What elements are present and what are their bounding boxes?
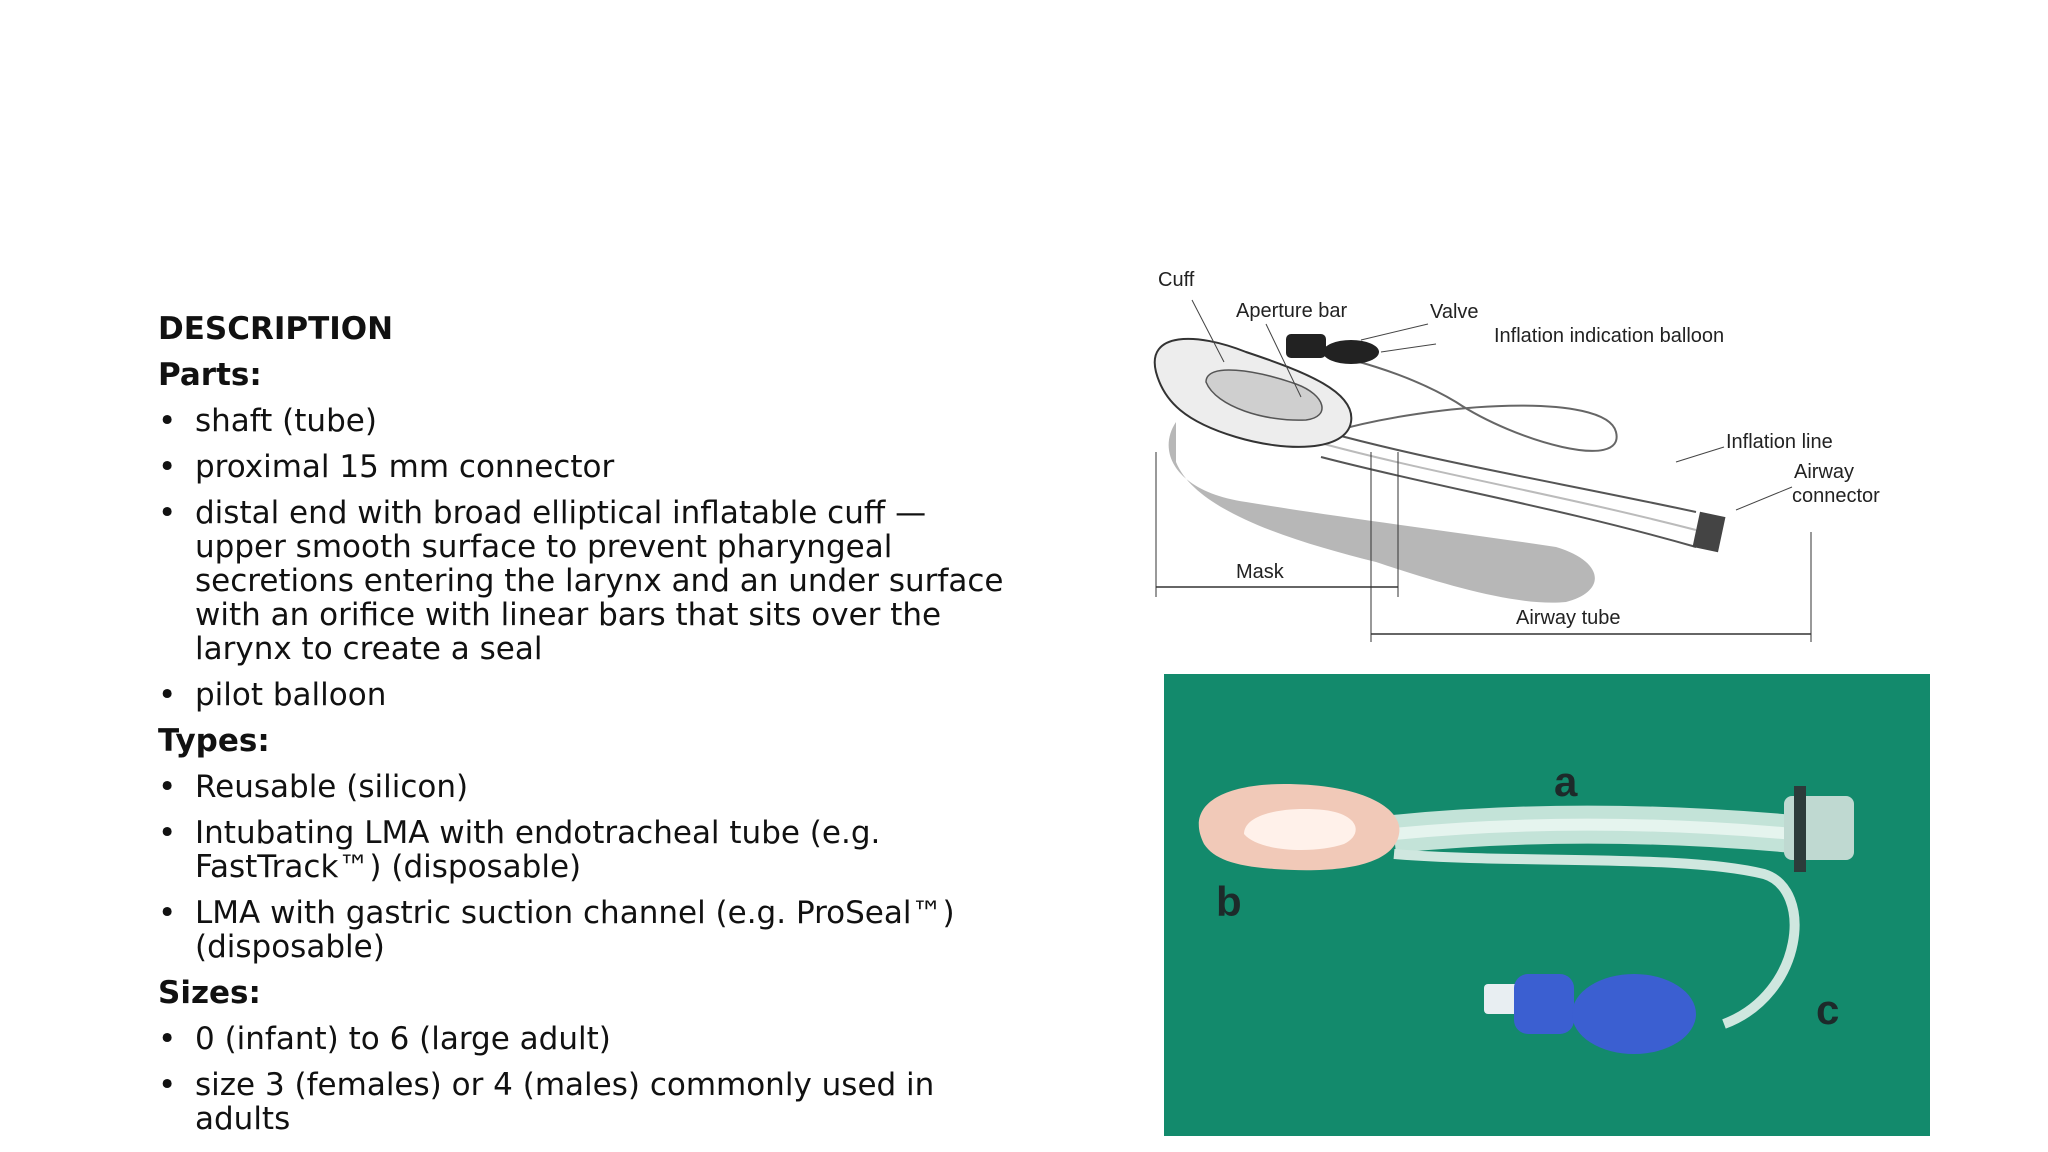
list-item [158,816,1018,884]
bullet-icon: • [158,495,177,531]
label-valve: Valve [1430,301,1479,323]
list-item-text: proximal 15 mm connector [195,449,615,485]
inflation-balloon-shape [1323,340,1379,364]
inflation-line-leader-line [1676,447,1724,462]
airway-tube-stripe [1324,444,1696,530]
photo-background [1164,674,1930,1136]
parts-list [158,404,1018,712]
valve-shape [1286,334,1326,358]
list-item-text: distal end with broad elliptical inflatable cuff — upper smooth surface to prevent pharyngeal secretions entering the larynx and an under surface with an orifice with linear bars that sits over the larynx to create a seal [195,495,1004,667]
lma-photo [1164,674,1930,1136]
label-inflation-line: Inflation line [1726,431,1833,453]
sizes-list [158,1022,1018,1136]
description-text [158,312,1018,1148]
valve-leader-line [1361,324,1428,340]
list-item-text: pilot balloon [195,677,387,713]
connector-leader-line [1736,487,1792,510]
photo-label-b: b [1216,878,1242,925]
bullet-icon: • [158,403,177,439]
list-item-text: 0 (infant) to 6 (large adult) [195,1021,611,1057]
list-item [158,1068,1018,1136]
bullet-icon: • [158,815,177,851]
list-item [158,404,1018,438]
list-item-text: Reusable (silicon) [195,769,469,805]
types-list [158,770,1018,964]
list-item [158,450,1018,484]
label-airway: Airway [1794,461,1855,483]
bullet-icon: • [158,677,177,713]
label-mask: Mask [1236,561,1284,583]
label-connector: connector [1792,485,1880,507]
list-item [158,1022,1018,1056]
list-item-text: LMA with gastric suction channel (e.g. ProSeal™) (disposable) [195,895,955,965]
list-item-text: Intubating LMA with endotracheal tube (e.g. FastTrack™) (disposable) [195,815,881,885]
photo-connector-flange [1794,786,1806,872]
list-item-text: size 3 (females) or 4 (males) commonly used in adults [195,1067,935,1137]
diagram-shadow [1169,422,1595,603]
parts-heading: Parts: [158,357,262,393]
label-cuff: Cuff [1158,269,1195,291]
label-aperture-bar: Aperture bar [1236,300,1348,322]
photo-label-c: c [1816,986,1840,1033]
lma-diagram [1136,262,1916,652]
list-item-text: shaft (tube) [195,403,377,439]
bullet-icon: • [158,449,177,485]
label-airway-tube: Airway tube [1516,607,1621,629]
sizes-heading: Sizes: [158,975,261,1011]
types-heading: Types: [158,723,270,759]
list-item [158,896,1018,964]
bullet-icon: • [158,895,177,931]
list-item [158,770,1018,804]
airway-connector-shape [1693,512,1726,553]
list-item [158,678,1018,712]
bullet-icon: • [158,1067,177,1103]
balloon-leader-line [1381,344,1436,352]
bullet-icon: • [158,769,177,805]
photo-balloon-shape [1572,974,1696,1054]
photo-label-a: a [1554,758,1578,805]
label-inflation-indication-balloon: Inflation indication balloon [1494,325,1725,347]
photo-valve-body [1514,974,1574,1034]
bullet-icon: • [158,1021,177,1057]
description-title: DESCRIPTION [158,311,394,347]
list-item [158,496,1018,666]
